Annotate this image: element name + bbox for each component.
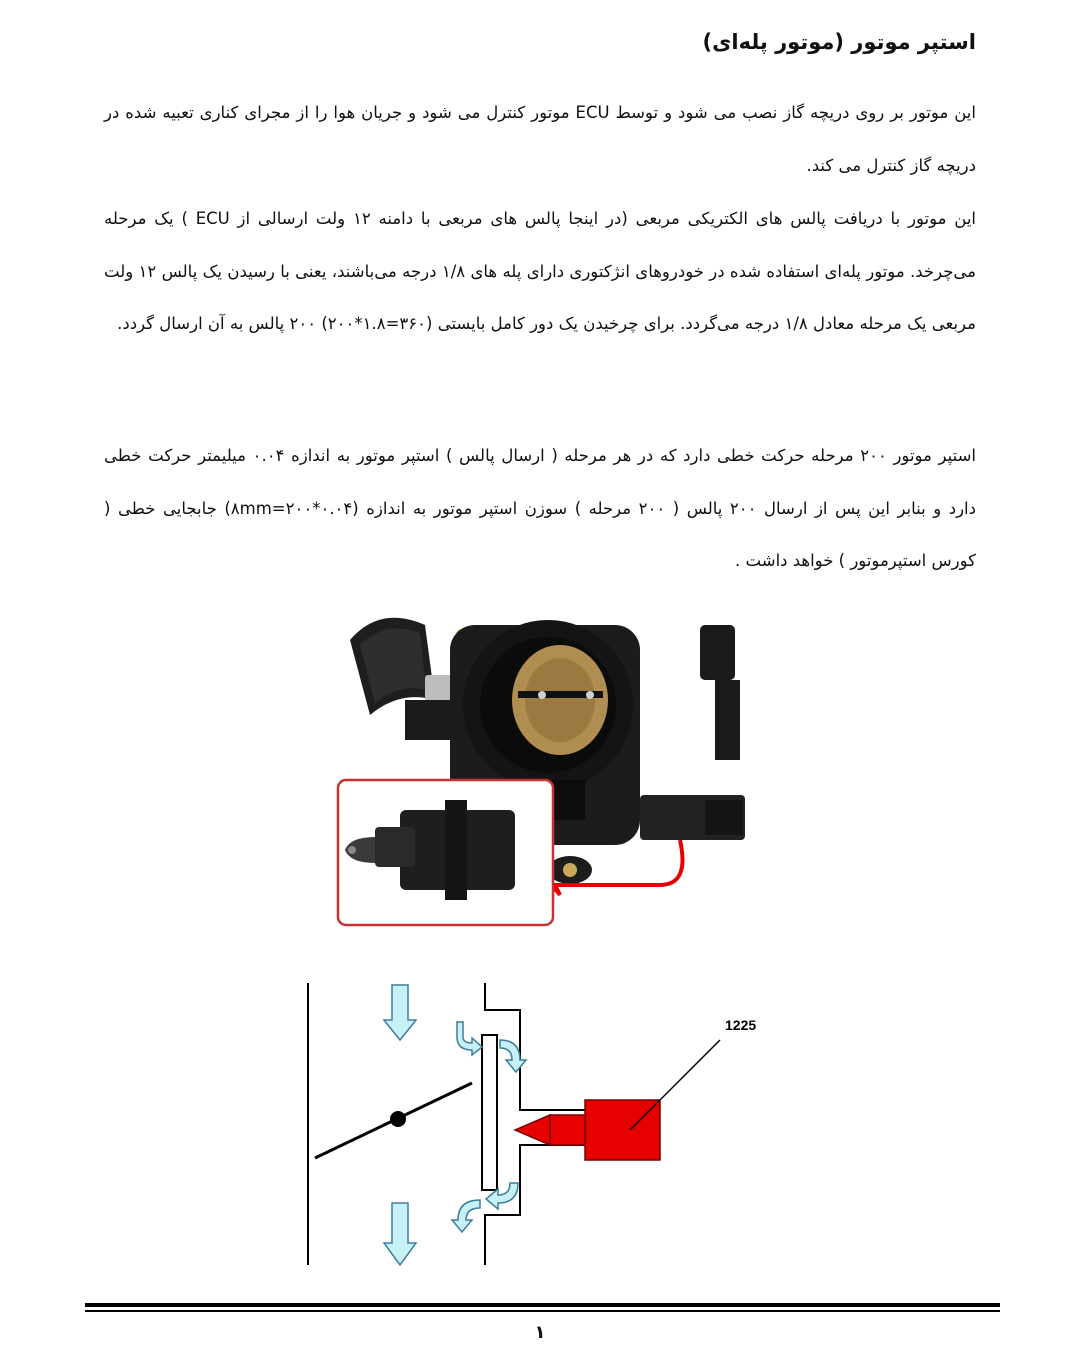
paragraph-1: این موتور بر روی دریچه گاز نصب می شود و توسط ECU موتور کنترل می شود و جریان هوا را از مجرای کناری تعبیه شده در دریچه گاز کنترل می کند. xyxy=(104,103,976,175)
stepper-needle-tip xyxy=(515,1115,550,1145)
stepper-airflow-diagram xyxy=(300,975,770,1270)
section-title: استپر موتور (موتور پله‌ای) xyxy=(702,30,976,54)
bypass-partition xyxy=(482,1035,497,1190)
stepper-motor-body xyxy=(585,1100,660,1160)
footer-rule-thin xyxy=(85,1310,1000,1312)
flow-arrow-top-icon xyxy=(384,985,416,1040)
part-number-label: 1225 xyxy=(725,1017,757,1033)
bypass-arrow-2-icon xyxy=(500,1040,526,1072)
bypass-arrow-4-icon xyxy=(452,1200,480,1232)
footer-rule-thick xyxy=(85,1303,1000,1307)
paragraph-2: این موتور با دریافت پالس های الکتریکی مربعی (در اینجا پالس های مربعی با دامنه ۱۲ ولت ارسالی از ECU ) یک مرحله می‌چرخد. موتور پله‌ای استفاده شده در خودروهای انژکتوری دارای پله های ۱/۸ درجه می‌باشند، یعنی با رسیدن یک پالس ۱۲ ولت مربعی یک مرحله معادل ۱/۸ درجه می‌گردد. برای چرخیدن یک دور کامل بایستی (۳۶۰=۱.۸*۲۰۰) ۲۰۰ پالس به آن ارسال گردد. xyxy=(104,209,977,333)
bypass-arrow-1-icon xyxy=(457,1022,482,1055)
paragraph-3: استپر موتور ۲۰۰ مرحله حرکت خطی دارد که در هر مرحله ( ارسال پالس ) استپر موتور به اندازه ۰.۰۴ میلیمتر حرکت خطی دارد و بنابر این پس از ارسال ۲۰۰ پالس ( ۲۰۰ مرحله ) سوزن استپر موتور به اندازه (۸mm=۲۰۰*۰.۰۴) جابجایی خطی ( کورس استپرموتور ) خواهد داشت . xyxy=(104,446,976,570)
page-number: ۱ xyxy=(534,1322,546,1343)
flow-arrow-bottom-icon xyxy=(384,1203,416,1265)
throttle-pivot xyxy=(390,1111,406,1127)
stepper-needle-base xyxy=(550,1115,585,1145)
throttle-body-photo xyxy=(330,605,750,935)
